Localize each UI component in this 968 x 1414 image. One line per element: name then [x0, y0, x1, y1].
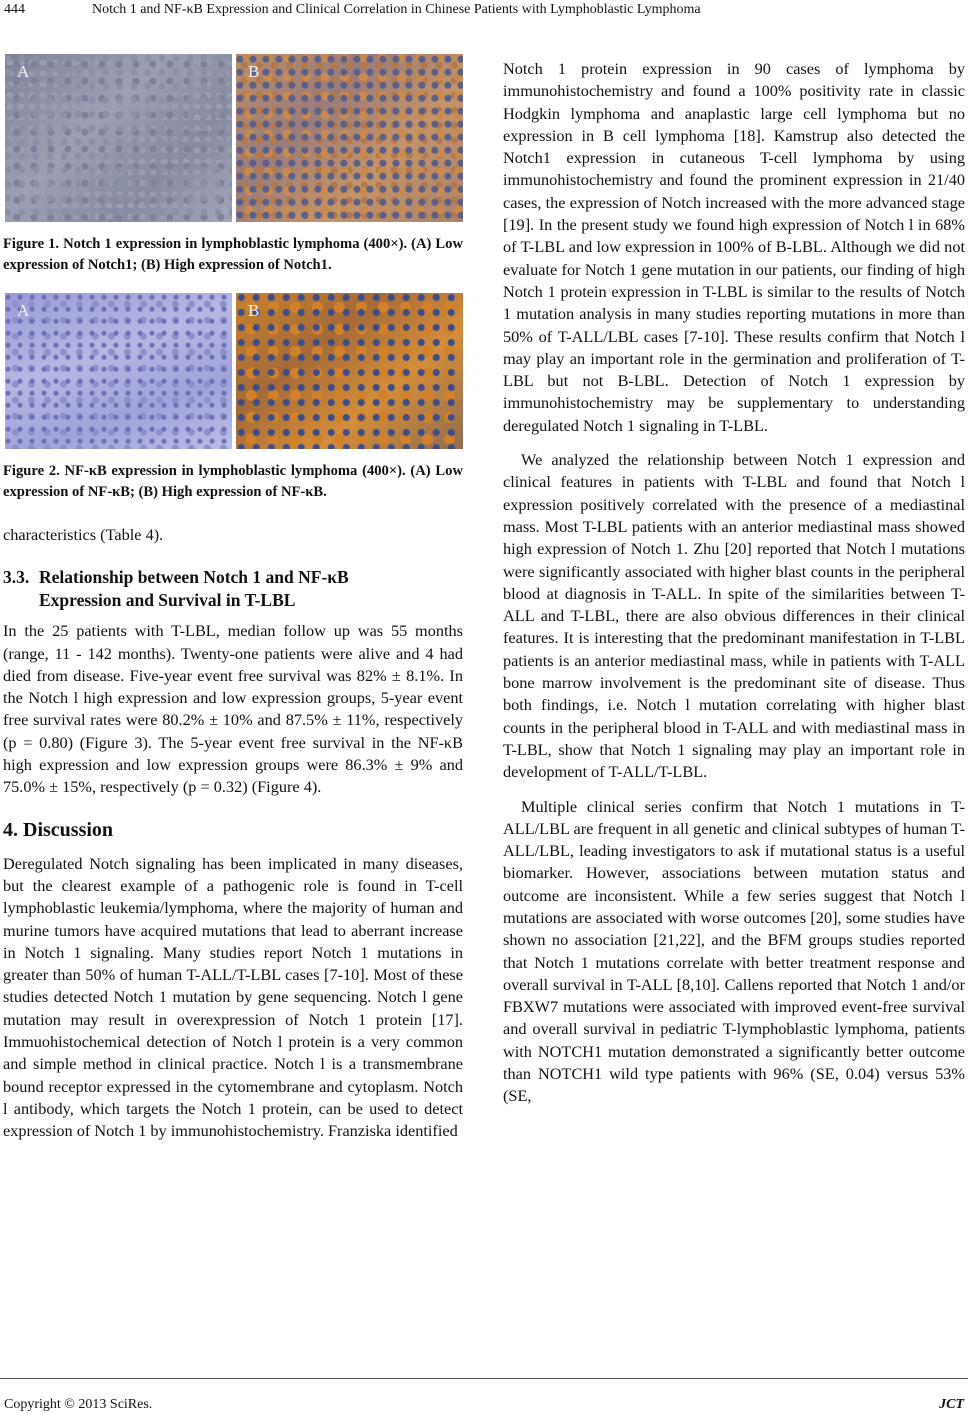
discussion-paragraph-2: We analyzed the relationship between Notch 1 expression and clinical features in patients with T-LBL and found that Notch l expression positively correlated with the presence of a mediastinal mass. Most T-LBL patients with an anterior mediastinal mass showed high expression of Notch 1. Zhu [20] reported that Notch l mutations were significantly associated with higher blast counts in the peripheral blood at diagnosis in T-ALL. In spite of the similarities between T-ALL and T-LBL, there are also obvious differences in their clinical features. It is interesting that the predominant manifestation in T-LBL patients is an anterior mediastinal mass, while in patients with T-ALL bone marrow involvement is the predominant site of disease. Thus both findings, i.e. Notch l mutation correlating with higher blast counts in the peripheral blood in T-ALL and with mediastinal mass in T-LBL, show that Notch 1 signaling may play an important role in development of T-ALL/T-LBL.: [503, 450, 965, 782]
discussion-paragraph-3: Multiple clinical series confirm that Notch 1 mutations in T-ALL/LBL are frequent in all genetic and clinical subtypes of human T-ALL/LBL, leading investigators to ask if mutational status is a useful biomarker. However, associations between mutation status and outcome are inconsistent. While a few series suggest that Notch l mutations are associated with worse outcomes [20], some studies have shown no association [21,22], and the BFM groups studies reported that Notch 1 mutations correlate with better treatment response and overall survival in T-ALL [8,10]. Callens reported that Notch 1 and/or FBXW7 mutations were associated with improved event-free survival and overall survival in pediatric T-lymphoblastic lymphoma, patients with NOTCH1 mutation demonstrated a significantly better outcome than NOTCH1 wild type patients with 96% (SE, 0.04) versus 53% (SE,: [503, 796, 965, 1106]
figure-2-panel-a-micrograph: [5, 293, 232, 449]
page-footer: [0, 1378, 968, 1412]
journal-abbreviation: JCT: [939, 1397, 964, 1412]
left-column: [3, 54, 463, 1143]
right-column: [503, 58, 965, 1108]
figure-2-panel-a-label: A: [17, 301, 30, 320]
section-3-3-title-line2: Expression and Survival in T-LBL: [39, 590, 296, 611]
copyright-notice: Copyright © 2013 SciRes.: [4, 1397, 153, 1412]
section-3-3-paragraph: In the 25 patients with T-LBL, median follow up was 55 months (range, 11 - 142 months). Twenty-one patients were alive and 4 had died from disease. Five-year event free survival was 82% ± 8.1%. In the Notch l high expression and low expression groups, 5-year event free survival rates were 80.2% ± 10% and 87.5% ± 11%, respectively (p = 0.80) (Figure 3). The 5-year event free survival in the NF-κB high expression and low expression groups were 86.3% ± 9% and 75.0% ± 15%, respectively (p = 0.32) (Figure 4).: [3, 621, 463, 797]
figure-2-images: [5, 293, 463, 449]
figure-1-panel-b-label: B: [248, 62, 260, 81]
discussion-paragraph: Deregulated Notch signaling has been implicated in many diseases, but the clearest example of a pathogenic role is found in T-cell lymphoblastic leukemia/lymphoma, where the majority of human and murine tumors have acquired mutations that lead to aberrant increase in Notch 1 signaling. Many studies report Notch 1 mutations in greater than 50% of human T-ALL/T-LBL cases [7-10]. Most of these studies detected Notch 1 mutation by gene sequencing. Notch l gene mutation may result in overexpression of Notch 1 protein [17]. Immuohistochemical detection of Notch l protein is a very common and simple method in clinical practice. Notch l is a transmembrane bound receptor expressed in the cytomembrane and cytoplasm. Notch l antibody, which targets the Notch 1 protein, can be used to detect expression of Notch 1 by immunohistochemistry. Franziska identified: [3, 853, 463, 1141]
page-number: 444: [4, 2, 25, 17]
section-3-3-title-line1: Relationship between Notch 1 and NF-κB: [39, 567, 349, 588]
figure-2-panel-b-label: B: [248, 301, 260, 320]
carryover-text: characteristics (Table 4).: [3, 525, 164, 544]
figure-1-images: [5, 54, 463, 222]
figure-1-caption: Figure 1. Notch 1 expression in lymphoblastic lymphoma (400×). (A) Low expression of Notch1; (B) High expression of Notch1.: [3, 236, 463, 273]
figure-1-panel-a-label: A: [17, 62, 30, 81]
figure-2-caption: Figure 2. NF-κB expression in lymphoblastic lymphoma (400×). (A) Low expression of NF-κB; (B) High expression of NF-κB.: [3, 463, 463, 500]
figure-1-panel-b-micrograph: [236, 54, 463, 222]
discussion-paragraph-1: Notch 1 protein expression in 90 cases of lymphoma by immunohistochemistry and found a 100% positivity rate in classic Hodgkin lymphoma and anaplastic large cell lymphoma but no expression in B cell lymphoma [18]. Kamstrup also detected the Notch1 expression in cutaneous T-cell lymphoma by using immunohistochemistry and found the prominent expression in 21/40 cases, the expression of Notch increased with the more advanced stage [19]. In the present study we found high expression of Notch l in 68% of T-LBL and low expression in 100% of B-LBL. Although we did not evaluate for Notch 1 gene mutation in our patients, our finding of high Notch 1 protein expression in T-LBL is similar to the results of Notch 1 mutation analysis in many studies reporting mutations in more than 50% of T-ALL/LBL cases [7-10]. These results confirm that Notch l may play an important role in the germination and proliferation of T-LBL but not B-LBL. Detection of Notch 1 expression by immunohistochemistry may be supplementary to understanding deregulated Notch 1 signaling in T-LBL.: [503, 59, 965, 435]
figure-1-panel-a-micrograph: [5, 54, 232, 222]
page-header: [0, 0, 968, 26]
section-3-3-number: 3.3.: [3, 567, 30, 588]
figure-2-panel-b-micrograph: [236, 293, 463, 449]
section-3-3-heading: [3, 566, 463, 612]
section-4-heading: 4. Discussion: [3, 818, 114, 841]
running-title: Notch 1 and NF-κB Expression and Clinical Correlation in Chinese Patients with Lymphoblastic Lymphoma: [92, 2, 701, 17]
